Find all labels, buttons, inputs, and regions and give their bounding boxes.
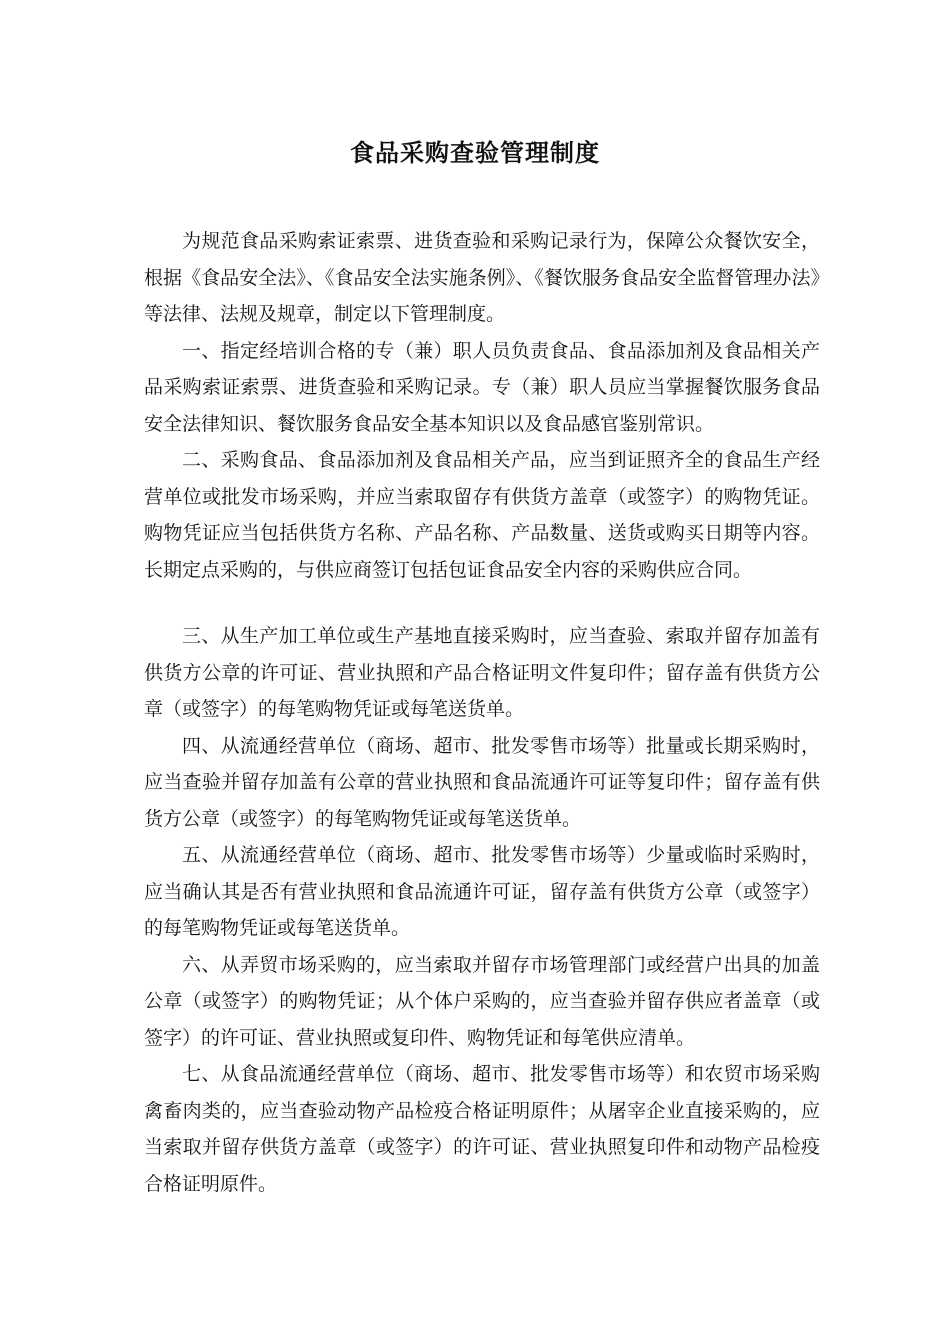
- document-title: 食品采购查验管理制度: [350, 138, 600, 167]
- paragraph-6: 六、从弄贸市场采购的，应当索取并留存市场管理部门或经营户出具的加盖公章（或签字）的购物凭证；从个体户采购的，应当查验并留存供应者盖章（或签字）的许可证、营业执照或复印件、购物凭证和每笔供应清单。: [144, 953, 820, 1049]
- paragraph-3: 三、从生产加工单位或生产基地直接采购时，应当查验、索取并留存加盖有供货方公章的许可证、营业执照和产品合格证明文件复印件；留存盖有供货方公章（或签字）的每笔购物凭证或每笔送货单。: [144, 625, 820, 720]
- paragraph-1: 一、指定经培训合格的专（兼）职人员负责食品、食品添加剂及食品相关产品采购索证索票、进货查验和采购记录。专（兼）职人员应当掌握餐饮服务食品安全法律知识、餐饮服务食品安全基本知识以及食品感官鉴别常识。: [144, 339, 820, 435]
- document-body: [144, 223, 820, 1202]
- paragraph-intro: 为规范食品采购索证索票、进货查验和采购记录行为，保障公众餐饮安全，根据《食品安全法》、《食品安全法实施条例》、《餐饮服务食品安全监督管理办法》等法律、法规及规章，制定以下管理制度。: [144, 230, 820, 325]
- paragraph-2: 二、采购食品、食品添加剂及食品相关产品，应当到证照齐全的食品生产经营单位或批发市场采购，并应当索取留存有供货方盖章（或签字）的购物凭证。购物凭证应当包括供货方名称、产品名称、产品数量、送货或购买日期等内容。长期定点采购的，与供应商签订包括包证食品安全内容的采购供应合同。: [144, 449, 820, 581]
- paragraph-5: 五、从流通经营单位（商场、超市、批发零售市场等）少量或临时采购时，应当确认其是否有营业执照和食品流通许可证，留存盖有供货方公章（或签字）的每笔购物凭证或每笔送货单。: [144, 844, 820, 939]
- paragraph-4: 四、从流通经营单位（商场、超市、批发零售市场等）批量或长期采购时，应当查验并留存加盖有公章的营业执照和食品流通许可证等复印件；留存盖有供货方公章（或签字）的每笔购物凭证或每笔送货单。: [144, 734, 820, 830]
- paragraph-7: 七、从食品流通经营单位（商场、超市、批发零售市场等）和农贸市场采购禽畜肉类的，应当查验动物产品检疫合格证明原件；从屠宰企业直接采购的，应当索取并留存供货方盖章（或签字）的许可证、营业执照复印件和动物产品检疫合格证明原件。: [144, 1063, 820, 1195]
